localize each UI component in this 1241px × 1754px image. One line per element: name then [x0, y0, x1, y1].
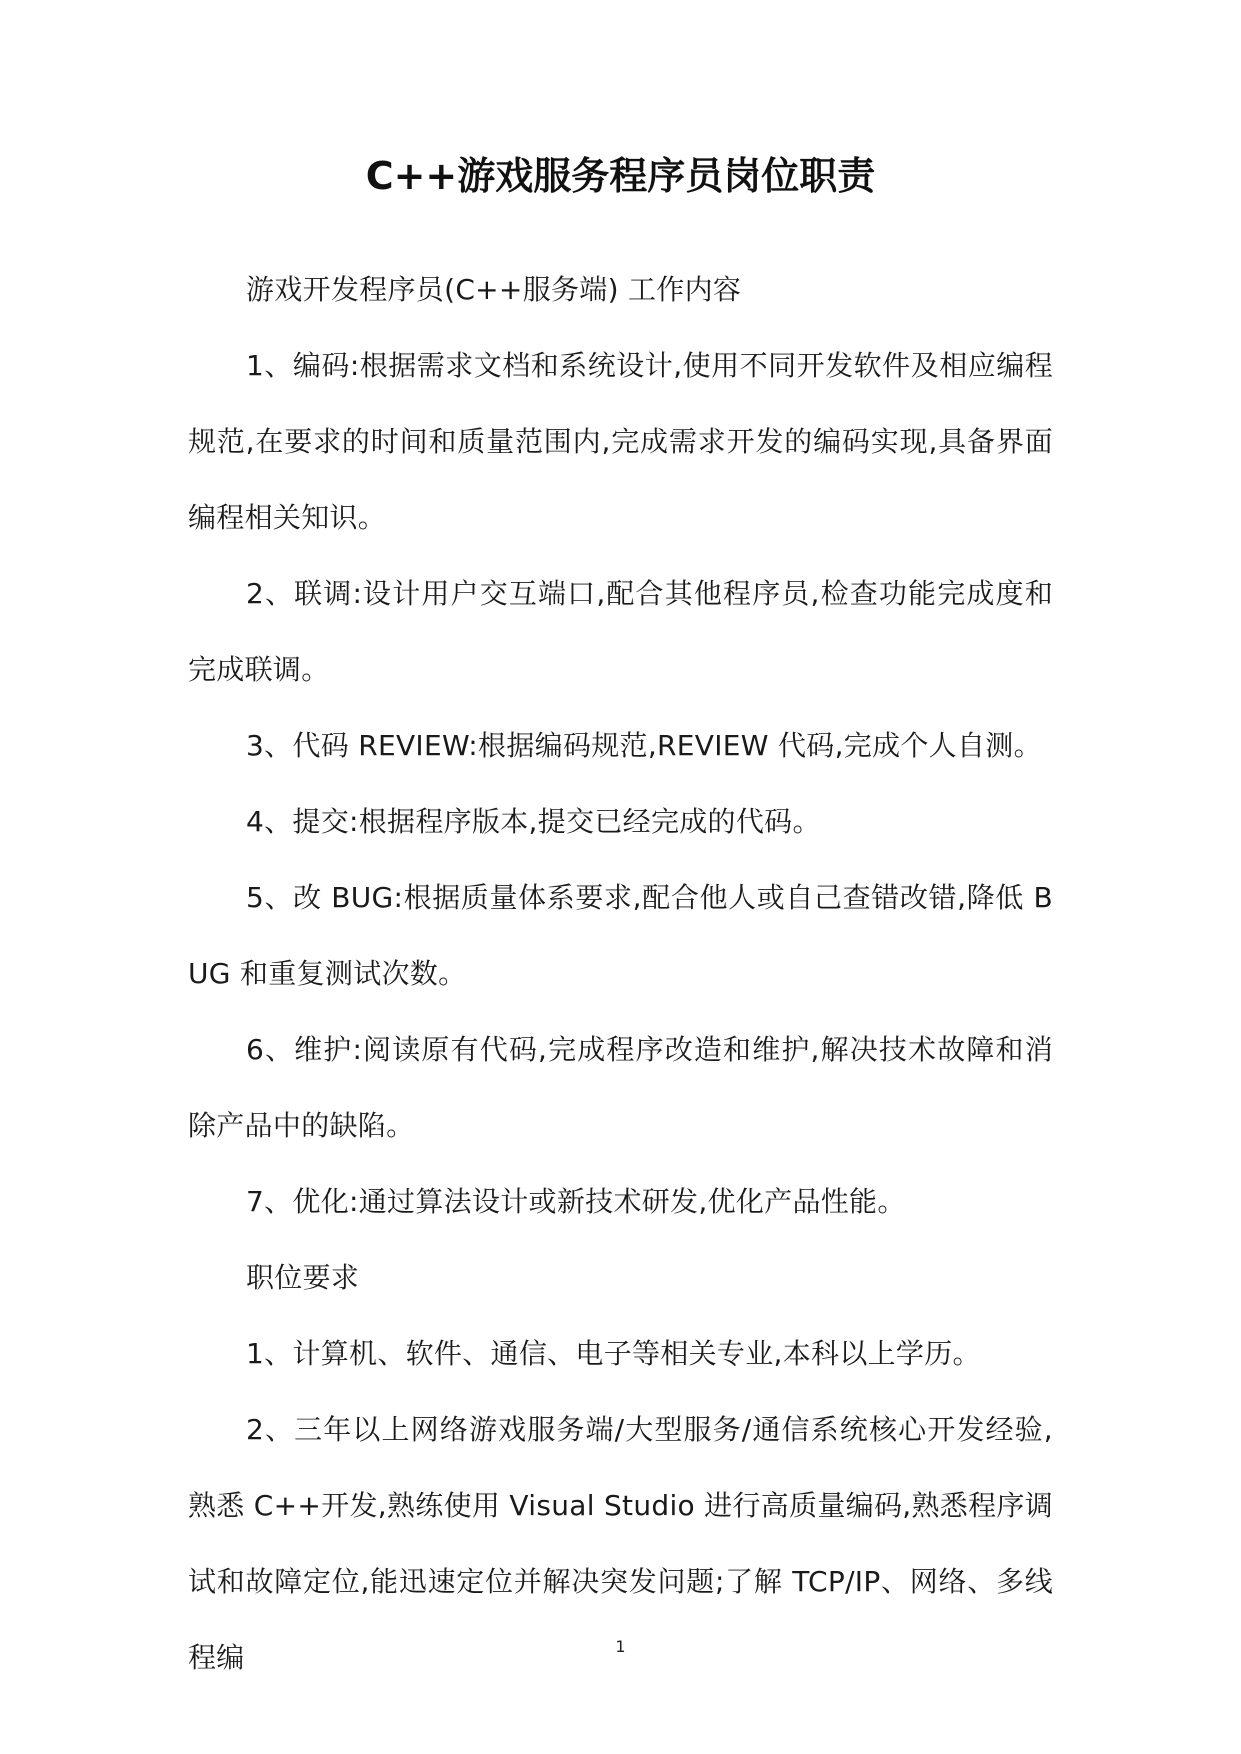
section-heading-work-content: 游戏开发程序员(C++服务端) 工作内容	[246, 273, 742, 306]
duty-item-maintenance: 6、维护:阅读原有代码,完成程序改造和维护,解决技术故障和消除产品中的缺陷。	[188, 1033, 1053, 1142]
duty-item-bug-fix: 5、改 BUG:根据质量体系要求,配合他人或自己查错改错,降低 BUG 和重复测试次数。	[188, 881, 1053, 990]
section-heading-requirements: 职位要求	[246, 1261, 360, 1294]
requirement-item-experience: 2、三年以上网络游戏服务端/大型服务/通信系统核心开发经验,熟悉 C++开发,熟练使用 Visual Studio 进行高质量编码,熟悉程序调试和故障定位,能迅速定位并解决突发问题;了解 TCP/IP、网络、多线程编	[188, 1413, 1053, 1674]
duty-item-submit: 4、提交:根据程序版本,提交已经完成的代码。	[246, 805, 821, 838]
document-body	[188, 252, 1053, 1696]
document-title: C++游戏服务程序员岗位职责	[365, 154, 876, 198]
requirement-item-education: 1、计算机、软件、通信、电子等相关专业,本科以上学历。	[246, 1337, 981, 1370]
duty-item-coding: 1、编码:根据需求文档和系统设计,使用不同开发软件及相应编程规范,在要求的时间和质量范围内,完成需求开发的编码实现,具备界面编程相关知识。	[188, 349, 1053, 534]
duty-item-code-review: 3、代码 REVIEW:根据编码规范,REVIEW 代码,完成个人自测。	[246, 729, 1042, 762]
duty-item-integration: 2、联调:设计用户交互端口,配合其他程序员,检查功能完成度和完成联调。	[188, 577, 1053, 686]
duty-item-optimization: 7、优化:通过算法设计或新技术研发,优化产品性能。	[246, 1185, 906, 1218]
page-number: 1	[615, 1637, 626, 1656]
